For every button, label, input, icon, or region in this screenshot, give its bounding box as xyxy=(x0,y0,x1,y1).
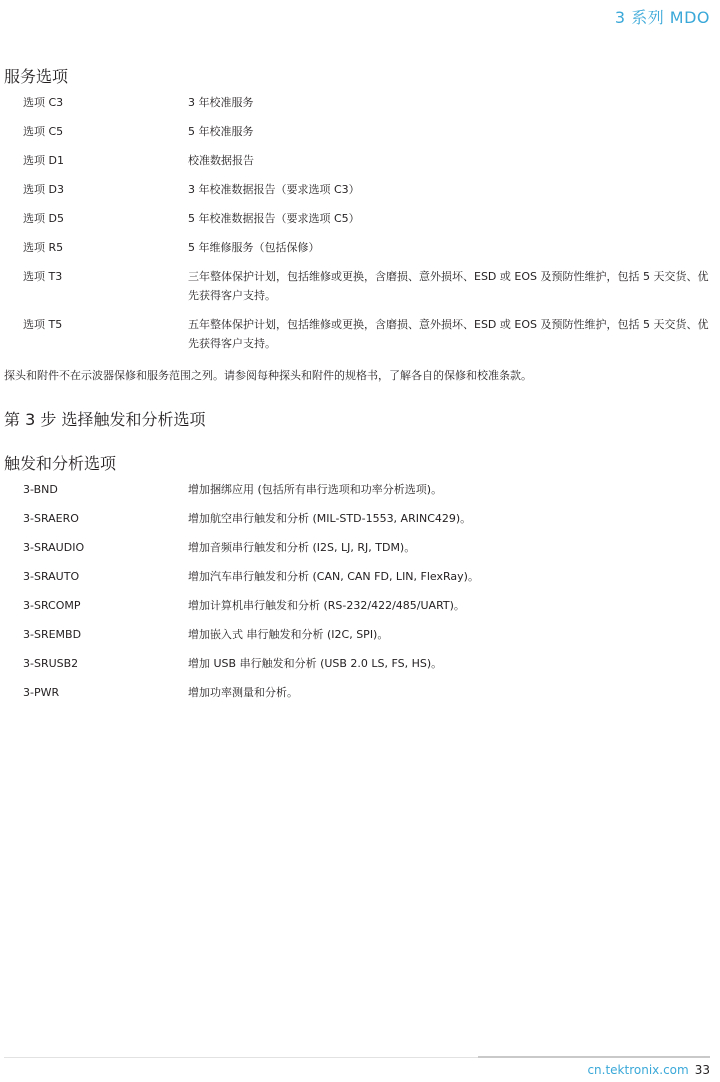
list-item xyxy=(23,567,713,586)
list-item xyxy=(23,93,713,112)
option-code: 3-SRCOMP xyxy=(23,599,81,612)
page-number: 33 xyxy=(694,1063,710,1077)
footer-divider-accent xyxy=(478,1056,710,1058)
step-3-heading: 第 3 步 选择触发和分析选项 xyxy=(4,410,206,429)
option-description: 5 年校准数据报告（要求选项 C5） xyxy=(188,212,360,225)
option-description: 5 年校准服务 xyxy=(188,125,254,138)
option-code: 选项 C3 xyxy=(23,96,64,109)
list-item xyxy=(23,209,713,228)
option-code: 选项 C5 xyxy=(23,125,64,138)
option-code: 3-PWR xyxy=(23,686,60,699)
service-options-list xyxy=(23,93,713,353)
option-code: 3-SRAERO xyxy=(23,512,79,525)
option-description: 增加捆绑应用 (包括所有串行选项和功率分析选项)。 xyxy=(188,483,443,496)
document-title: 3 系列 MDO xyxy=(614,8,710,27)
option-code: 3-SRUSB2 xyxy=(23,657,79,670)
option-description: 增加功率测量和分析。 xyxy=(188,686,298,699)
list-item xyxy=(23,151,713,170)
option-code: 3-BND xyxy=(23,483,58,496)
option-description: 增加嵌入式 串行触发和分析 (I2C, SPI)。 xyxy=(188,628,389,641)
trigger-options-list xyxy=(23,480,713,702)
option-code: 3-SRAUTO xyxy=(23,570,80,583)
option-description: 增加音频串行触发和分析 (I2S, LJ, RJ, TDM)。 xyxy=(188,541,416,554)
option-code: 选项 T3 xyxy=(23,270,63,283)
service-options-heading: 服务选项 xyxy=(4,67,69,86)
option-description: 增加 USB 串行触发和分析 (USB 2.0 LS, FS, HS)。 xyxy=(188,657,443,670)
option-code: 选项 R5 xyxy=(23,241,64,254)
option-description: 3 年校准服务 xyxy=(188,96,254,109)
option-description: 增加汽车串行触发和分析 (CAN, CAN FD, LIN, FlexRay)。 xyxy=(188,570,479,583)
option-description: 校准数据报告 xyxy=(188,154,254,167)
list-item xyxy=(23,596,713,615)
list-item xyxy=(23,122,713,141)
warranty-note: 探头和附件不在示波器保修和服务范围之列。请参阅每种探头和附件的规格书，了解各自的保修和校准条款。 xyxy=(4,369,532,382)
list-item xyxy=(23,538,713,557)
list-item xyxy=(23,509,713,528)
list-item xyxy=(23,238,713,257)
list-item xyxy=(23,480,713,499)
option-description: 增加航空串行触发和分析 (MIL-STD-1553, ARINC429)。 xyxy=(188,512,472,525)
list-item xyxy=(23,654,713,673)
option-code: 3-SRAUDIO xyxy=(23,541,85,554)
list-item xyxy=(23,267,713,305)
website-link[interactable]: cn.tektronix.com xyxy=(587,1063,689,1077)
option-code: 选项 T5 xyxy=(23,318,63,331)
option-description: 五年整体保护计划，包括维修或更换，含磨损、意外损坏、ESD 或 EOS 及预防性维护，包括 5 天交货、优先获得客户支持。 xyxy=(188,318,709,350)
list-item xyxy=(23,315,713,353)
option-code: 选项 D5 xyxy=(23,212,64,225)
option-code: 3-SREMBD xyxy=(23,628,82,641)
option-description: 三年整体保护计划，包括维修或更换，含磨损、意外损坏、ESD 或 EOS 及预防性维护，包括 5 天交货、优先获得客户支持。 xyxy=(188,270,709,302)
option-description: 5 年维修服务（包括保修） xyxy=(188,241,320,254)
option-description: 增加计算机串行触发和分析 (RS-232/422/485/UART)。 xyxy=(188,599,465,612)
list-item xyxy=(23,180,713,199)
footer-divider xyxy=(4,1057,710,1058)
option-code: 选项 D1 xyxy=(23,154,64,167)
page-footer xyxy=(587,1063,710,1077)
option-description: 3 年校准数据报告（要求选项 C3） xyxy=(188,183,360,196)
list-item xyxy=(23,683,713,702)
list-item xyxy=(23,625,713,644)
trigger-analysis-heading: 触发和分析选项 xyxy=(4,454,117,473)
option-code: 选项 D3 xyxy=(23,183,64,196)
